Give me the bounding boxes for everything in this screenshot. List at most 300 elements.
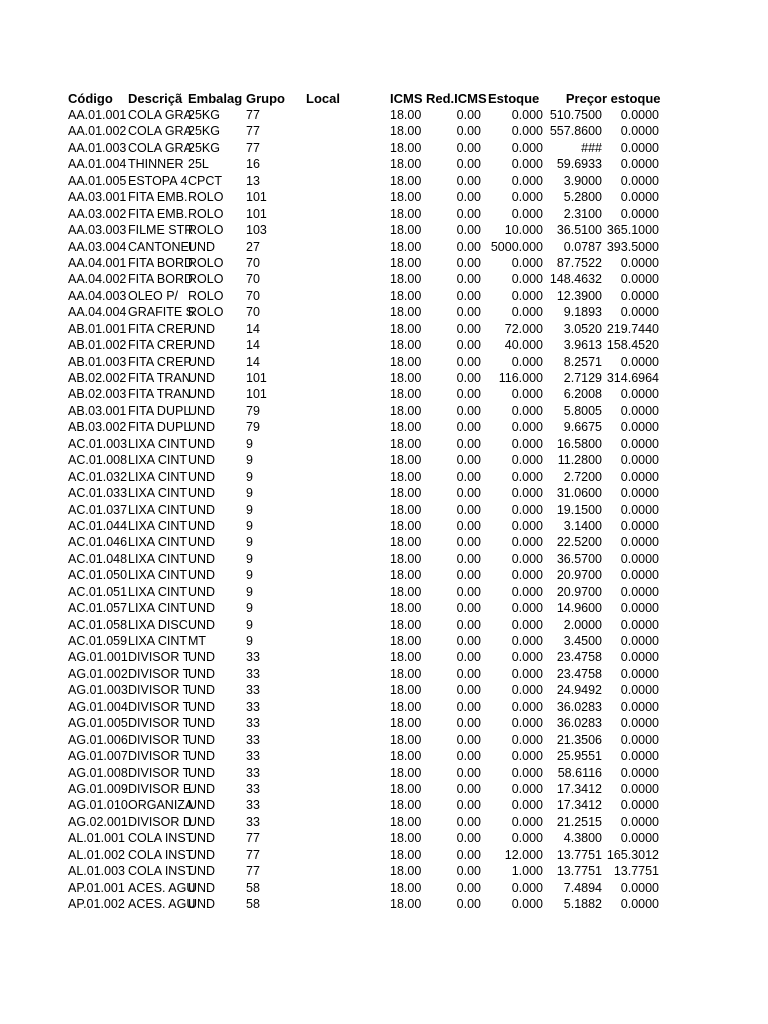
cell-estoque: 0.000	[511, 880, 543, 895]
cell-icms: 18.00	[390, 453, 422, 468]
cell-preco: 8.2571	[563, 354, 602, 369]
cell-red-icms: 0.00	[456, 880, 481, 895]
table-row	[68, 288, 668, 304]
cell-preco: 23.4758	[556, 650, 602, 665]
cell-codigo: AB.03.001	[68, 403, 127, 418]
header-row	[68, 90, 668, 107]
cell-preco: 36.5100	[556, 223, 602, 238]
cell-descricao: FITA EMB.	[128, 190, 188, 205]
cell-preco-estoque: 0.0000	[620, 634, 659, 648]
cell-icms: 18.00	[390, 880, 422, 895]
cell-descricao: FITA CREP	[128, 338, 192, 353]
cell-preco-estoque: 0.0000	[620, 897, 659, 911]
cell-descricao: DIVISOR T	[128, 650, 191, 665]
cell-preco: 20.9700	[556, 584, 602, 599]
cell-codigo: AC.01.032	[68, 469, 128, 484]
cell-embalagem: UND	[188, 798, 216, 813]
cell-preco: 21.2515	[556, 814, 602, 829]
cell-icms: 18.00	[390, 371, 422, 385]
table-row	[68, 140, 668, 156]
table-row	[68, 699, 668, 715]
cell-icms: 18.00	[390, 518, 422, 533]
cell-descricao: THINNER	[128, 157, 184, 172]
cell-icms: 18.00	[390, 732, 422, 747]
cell-grupo: 58	[246, 880, 260, 895]
cell-preco-estoque: 0.0000	[620, 206, 659, 221]
table-row	[68, 633, 668, 649]
cell-icms: 18.00	[390, 864, 422, 879]
cell-embalagem: UND	[188, 354, 216, 369]
cell-descricao: LIXA CINT	[128, 502, 188, 517]
cell-preco: 2.3100	[563, 206, 602, 221]
cell-red-icms: 0.00	[456, 518, 481, 533]
cell-embalagem: 25KG	[188, 124, 220, 139]
cell-estoque: 0.000	[511, 387, 543, 402]
cell-icms: 18.00	[390, 338, 422, 353]
cell-preco-estoque: 0.0000	[620, 749, 659, 764]
cell-grupo: 101	[246, 206, 267, 221]
cell-icms: 18.00	[390, 486, 422, 501]
cell-red-icms: 0.00	[456, 255, 481, 270]
cell-preco-estoque: 158.4520	[606, 338, 659, 353]
cell-preco: 9.1893	[563, 305, 602, 320]
cell-codigo: AC.01.037	[68, 502, 128, 517]
cell-embalagem: ROLO	[188, 190, 224, 205]
cell-descricao: DIVISOR T	[128, 699, 191, 714]
cell-icms: 18.00	[390, 568, 422, 583]
cell-estoque: 0.000	[511, 683, 543, 698]
cell-estoque: 0.000	[511, 617, 543, 632]
cell-codigo: AA.03.001	[68, 190, 127, 205]
table-row	[68, 797, 668, 813]
cell-estoque: 0.000	[511, 798, 543, 813]
cell-codigo: AA.01.002	[68, 124, 127, 139]
cell-preco-estoque: 0.0000	[620, 518, 659, 533]
cell-descricao: LIXA CINT	[128, 535, 188, 550]
cell-red-icms: 0.00	[456, 469, 481, 484]
cell-embalagem: UND	[188, 239, 216, 254]
cell-red-icms: 0.00	[456, 666, 481, 681]
cell-red-icms: 0.00	[456, 650, 481, 665]
cell-red-icms: 0.00	[456, 305, 481, 320]
cell-descricao: COLA INST	[128, 864, 194, 879]
cell-codigo: AC.01.046	[68, 535, 128, 550]
header-estoque: Estoque	[488, 91, 540, 106]
cell-preco: 17.3412	[556, 798, 602, 813]
cell-descricao: FITA CREP	[128, 321, 192, 336]
cell-grupo: 9	[246, 535, 253, 550]
cell-embalagem: UND	[188, 683, 216, 698]
cell-red-icms: 0.00	[456, 387, 481, 402]
cell-preco-estoque: 0.0000	[620, 568, 659, 583]
cell-red-icms: 0.00	[456, 732, 481, 747]
table-row	[68, 239, 668, 255]
cell-codigo: AG.01.009	[68, 781, 128, 796]
table-row	[68, 666, 668, 682]
cell-red-icms: 0.00	[456, 699, 481, 714]
cell-red-icms: 0.00	[456, 683, 481, 698]
cell-grupo: 77	[246, 864, 260, 879]
cell-preco: 5.8005	[563, 403, 602, 418]
cell-embalagem: UND	[188, 338, 216, 353]
cell-grupo: 33	[246, 699, 260, 714]
cell-icms: 18.00	[390, 666, 422, 681]
cell-icms: 18.00	[390, 814, 422, 829]
cell-codigo: AA.03.002	[68, 206, 127, 221]
cell-red-icms: 0.00	[456, 831, 481, 846]
cell-preco-estoque: 0.0000	[620, 535, 659, 550]
cell-embalagem: UND	[188, 765, 216, 780]
cell-descricao: FILME STR	[128, 223, 194, 238]
table-row	[68, 765, 668, 781]
cell-red-icms: 0.00	[456, 140, 481, 155]
cell-descricao: COLA GRA	[128, 124, 192, 139]
cell-preco: 4.3800	[563, 831, 602, 846]
cell-codigo: AB.01.003	[68, 354, 127, 369]
cell-codigo: AC.01.008	[68, 453, 128, 468]
cell-descricao: FITA BORD	[128, 255, 194, 270]
cell-icms: 18.00	[390, 781, 422, 796]
cell-grupo: 79	[246, 403, 260, 418]
cell-grupo: 9	[246, 584, 253, 599]
cell-embalagem: UND	[188, 699, 216, 714]
cell-preco-estoque: 13.7751	[613, 864, 659, 879]
cell-grupo: 77	[246, 831, 260, 846]
cell-preco: 7.4894	[563, 880, 602, 895]
cell-embalagem: UND	[188, 535, 216, 550]
cell-grupo: 33	[246, 749, 260, 764]
cell-descricao: LIXA CINT	[128, 551, 188, 566]
cell-red-icms: 0.00	[456, 371, 481, 385]
cell-icms: 18.00	[390, 420, 422, 435]
cell-embalagem: UND	[188, 601, 216, 616]
cell-preco-estoque: 0.0000	[620, 831, 659, 846]
cell-preco: 510.7500	[549, 108, 602, 122]
table-row	[68, 123, 668, 139]
cell-grupo: 9	[246, 518, 253, 533]
cell-estoque: 0.000	[511, 535, 543, 550]
cell-descricao: LIXA DISC	[128, 617, 188, 632]
table-row	[68, 386, 668, 402]
table-row	[68, 321, 668, 337]
cell-descricao: OLEO P/	[128, 288, 179, 303]
cell-embalagem: ROLO	[188, 272, 224, 287]
cell-codigo: AA.01.001	[68, 108, 127, 122]
cell-estoque: 10.000	[504, 223, 543, 238]
cell-embalagem: UND	[188, 666, 216, 681]
cell-red-icms: 0.00	[456, 847, 481, 862]
cell-icms: 18.00	[390, 683, 422, 698]
table-row	[68, 271, 668, 287]
cell-preco: 2.7129	[563, 371, 602, 385]
cell-preco-estoque: 0.0000	[620, 716, 659, 731]
cell-red-icms: 0.00	[456, 206, 481, 221]
cell-codigo: AA.04.003	[68, 288, 127, 303]
cell-descricao: LIXA CINT	[128, 436, 188, 451]
cell-preco-estoque: 0.0000	[620, 683, 659, 698]
cell-codigo: AC.01.033	[68, 486, 128, 501]
cell-icms: 18.00	[390, 124, 422, 139]
cell-red-icms: 0.00	[456, 157, 481, 172]
cell-embalagem: UND	[188, 749, 216, 764]
cell-preco: 5.1882	[563, 897, 602, 911]
cell-codigo: AB.01.001	[68, 321, 127, 336]
cell-preco-estoque: 0.0000	[620, 584, 659, 599]
cell-embalagem: UND	[188, 469, 216, 484]
table-row	[68, 814, 668, 830]
cell-preco: 20.9700	[556, 568, 602, 583]
cell-estoque: 0.000	[511, 453, 543, 468]
cell-embalagem: UND	[188, 420, 216, 435]
cell-red-icms: 0.00	[456, 634, 481, 648]
cell-preco: 17.3412	[556, 781, 602, 796]
cell-red-icms: 0.00	[456, 223, 481, 238]
cell-preco-estoque: 0.0000	[620, 814, 659, 829]
cell-icms: 18.00	[390, 847, 422, 862]
cell-codigo: AB.03.002	[68, 420, 127, 435]
cell-grupo: 33	[246, 683, 260, 698]
cell-codigo: AB.02.003	[68, 387, 127, 402]
cell-preco: 14.9600	[556, 601, 602, 616]
cell-descricao: LIXA CINT	[128, 518, 188, 533]
table-row	[68, 206, 668, 222]
cell-icms: 18.00	[390, 305, 422, 320]
header-red-icms: Red.ICMS	[426, 91, 487, 106]
cell-preco: 3.9613	[563, 338, 602, 353]
cell-preco: 2.7200	[563, 469, 602, 484]
cell-estoque: 0.000	[511, 518, 543, 533]
cell-grupo: 70	[246, 288, 260, 303]
cell-preco: 3.0520	[563, 321, 602, 336]
cell-icms: 18.00	[390, 617, 422, 632]
cell-embalagem: UND	[188, 897, 216, 911]
cell-preco: 3.1400	[563, 518, 602, 533]
table-row	[68, 534, 668, 550]
cell-embalagem: ROLO	[188, 288, 224, 303]
cell-codigo: AA.01.003	[68, 140, 127, 155]
cell-descricao: CANTONEI	[128, 239, 193, 254]
cell-preco: 59.6933	[556, 157, 602, 172]
cell-icms: 18.00	[390, 403, 422, 418]
cell-red-icms: 0.00	[456, 436, 481, 451]
cell-codigo: AA.04.004	[68, 305, 127, 320]
cell-preco: 6.2008	[563, 387, 602, 402]
cell-descricao: LIXA CINT	[128, 486, 188, 501]
cell-estoque: 0.000	[511, 272, 543, 287]
cell-grupo: 9	[246, 486, 253, 501]
cell-codigo: AG.01.006	[68, 732, 128, 747]
cell-preco-estoque: 0.0000	[620, 880, 659, 895]
cell-embalagem: UND	[188, 453, 216, 468]
cell-grupo: 9	[246, 436, 253, 451]
cell-grupo: 14	[246, 338, 260, 353]
cell-grupo: 103	[246, 223, 267, 238]
cell-preco-estoque: 0.0000	[620, 108, 659, 122]
table-row	[68, 649, 668, 665]
cell-estoque: 0.000	[511, 140, 543, 155]
cell-embalagem: UND	[188, 716, 216, 731]
cell-embalagem: UND	[188, 321, 216, 336]
cell-embalagem: UND	[188, 436, 216, 451]
cell-icms: 18.00	[390, 436, 422, 451]
cell-descricao: LIXA CINT	[128, 601, 188, 616]
header-icms: ICMS	[390, 91, 423, 106]
table-row	[68, 436, 668, 452]
cell-red-icms: 0.00	[456, 716, 481, 731]
cell-grupo: 14	[246, 321, 260, 336]
cell-descricao: FITA DUPL	[128, 420, 191, 435]
cell-preco-estoque: 0.0000	[620, 157, 659, 172]
cell-grupo: 33	[246, 650, 260, 665]
cell-red-icms: 0.00	[456, 584, 481, 599]
cell-codigo: AG.01.001	[68, 650, 128, 665]
cell-grupo: 13	[246, 173, 260, 188]
cell-grupo: 33	[246, 798, 260, 813]
cell-preco-estoque: 0.0000	[620, 140, 659, 155]
table-row	[68, 584, 668, 600]
cell-preco-estoque: 0.0000	[620, 403, 659, 418]
cell-embalagem: UND	[188, 814, 216, 829]
cell-preco-estoque: 0.0000	[620, 420, 659, 435]
cell-estoque: 0.000	[511, 551, 543, 566]
cell-red-icms: 0.00	[456, 108, 481, 122]
cell-descricao: ACES. AGU	[128, 897, 196, 911]
cell-red-icms: 0.00	[456, 190, 481, 205]
cell-red-icms: 0.00	[456, 502, 481, 517]
cell-preco: 25.9551	[556, 749, 602, 764]
cell-codigo: AG.01.002	[68, 666, 128, 681]
cell-red-icms: 0.00	[456, 749, 481, 764]
cell-descricao: FITA TRAN	[128, 387, 191, 402]
cell-icms: 18.00	[390, 140, 422, 155]
cell-preco: 58.6116	[557, 765, 602, 780]
cell-icms: 18.00	[390, 321, 422, 336]
table-row	[68, 748, 668, 764]
cell-preco: 13.7751	[556, 864, 602, 879]
cell-preco: 36.0283	[556, 716, 602, 731]
cell-icms: 18.00	[390, 239, 422, 254]
cell-grupo: 9	[246, 469, 253, 484]
cell-preco-estoque: 314.6964	[606, 371, 659, 385]
cell-estoque: 0.000	[511, 634, 543, 648]
cell-preco: 11.2800	[557, 453, 602, 468]
table-row	[68, 732, 668, 748]
cell-estoque: 0.000	[511, 403, 543, 418]
cell-preco: 148.4632	[549, 272, 602, 287]
cell-embalagem: ROLO	[188, 206, 224, 221]
cell-preco-estoque: 0.0000	[620, 486, 659, 501]
header-grupo: Grupo	[246, 91, 285, 106]
table-row	[68, 403, 668, 419]
cell-codigo: AA.01.005	[68, 173, 127, 188]
cell-descricao: DIVISOR T	[128, 716, 191, 731]
cell-icms: 18.00	[390, 765, 422, 780]
table-row	[68, 551, 668, 567]
cell-red-icms: 0.00	[456, 486, 481, 501]
cell-codigo: AC.01.057	[68, 601, 128, 616]
table-row	[68, 469, 668, 485]
cell-embalagem: ROLO	[188, 223, 224, 238]
cell-preco-estoque: 0.0000	[620, 387, 659, 402]
cell-icms: 18.00	[390, 469, 422, 484]
cell-embalagem: 25KG	[188, 108, 220, 122]
cell-preco: 31.0600	[556, 486, 602, 501]
table-row	[68, 419, 668, 435]
cell-preco-estoque: 0.0000	[620, 650, 659, 665]
cell-icms: 18.00	[390, 535, 422, 550]
cell-grupo: 33	[246, 814, 260, 829]
table-row	[68, 715, 668, 731]
table-row	[68, 304, 668, 320]
cell-preco: 3.9000	[563, 173, 602, 188]
cell-grupo: 77	[246, 124, 260, 139]
cell-red-icms: 0.00	[456, 814, 481, 829]
cell-grupo: 9	[246, 568, 253, 583]
cell-red-icms: 0.00	[456, 781, 481, 796]
cell-icms: 18.00	[390, 223, 422, 238]
cell-red-icms: 0.00	[456, 403, 481, 418]
cell-codigo: AP.01.002	[68, 897, 125, 911]
cell-red-icms: 0.00	[456, 124, 481, 139]
cell-red-icms: 0.00	[456, 601, 481, 616]
cell-estoque: 40.000	[504, 338, 543, 353]
cell-descricao: LIXA CINT	[128, 453, 188, 468]
cell-preco: 16.5800	[556, 436, 602, 451]
header-codigo: Código	[68, 91, 113, 106]
cell-icms: 18.00	[390, 831, 422, 846]
cell-preco-estoque: 0.0000	[620, 190, 659, 205]
cell-codigo: AC.01.058	[68, 617, 128, 632]
cell-grupo: 9	[246, 502, 253, 517]
cell-red-icms: 0.00	[456, 420, 481, 435]
cell-embalagem: UND	[188, 831, 216, 846]
cell-red-icms: 0.00	[456, 798, 481, 813]
cell-descricao: LIXA CINT	[128, 584, 188, 599]
table-row	[68, 370, 668, 386]
cell-embalagem: UND	[188, 864, 216, 879]
table-row	[68, 896, 668, 912]
cell-embalagem: UND	[188, 371, 216, 385]
cell-estoque: 0.000	[511, 206, 543, 221]
cell-estoque: 0.000	[511, 157, 543, 172]
cell-estoque: 0.000	[511, 255, 543, 270]
cell-embalagem: UND	[188, 880, 216, 895]
cell-preco-estoque: 393.5000	[606, 239, 659, 254]
cell-preco-estoque: 0.0000	[620, 798, 659, 813]
table-row	[68, 502, 668, 518]
cell-preco: 13.7751	[556, 847, 602, 862]
cell-preco-estoque: 0.0000	[620, 765, 659, 780]
cell-descricao: COLA GRA	[128, 140, 192, 155]
cell-icms: 18.00	[390, 387, 422, 402]
cell-preco-estoque: 0.0000	[620, 666, 659, 681]
cell-grupo: 33	[246, 716, 260, 731]
cell-embalagem: UND	[188, 387, 216, 402]
cell-red-icms: 0.00	[456, 321, 481, 336]
cell-codigo: AA.04.001	[68, 255, 127, 270]
cell-red-icms: 0.00	[456, 551, 481, 566]
cell-icms: 18.00	[390, 206, 422, 221]
cell-preco-estoque: 0.0000	[620, 781, 659, 796]
cell-descricao: ACES. AGU	[128, 880, 196, 895]
cell-descricao: DIVISOR D	[128, 814, 192, 829]
cell-grupo: 77	[246, 108, 260, 122]
cell-estoque: 0.000	[511, 666, 543, 681]
cell-preco-estoque: 0.0000	[620, 617, 659, 632]
cell-estoque: 0.000	[511, 469, 543, 484]
table-row	[68, 863, 668, 879]
cell-descricao: GRAFITE S	[128, 305, 194, 320]
